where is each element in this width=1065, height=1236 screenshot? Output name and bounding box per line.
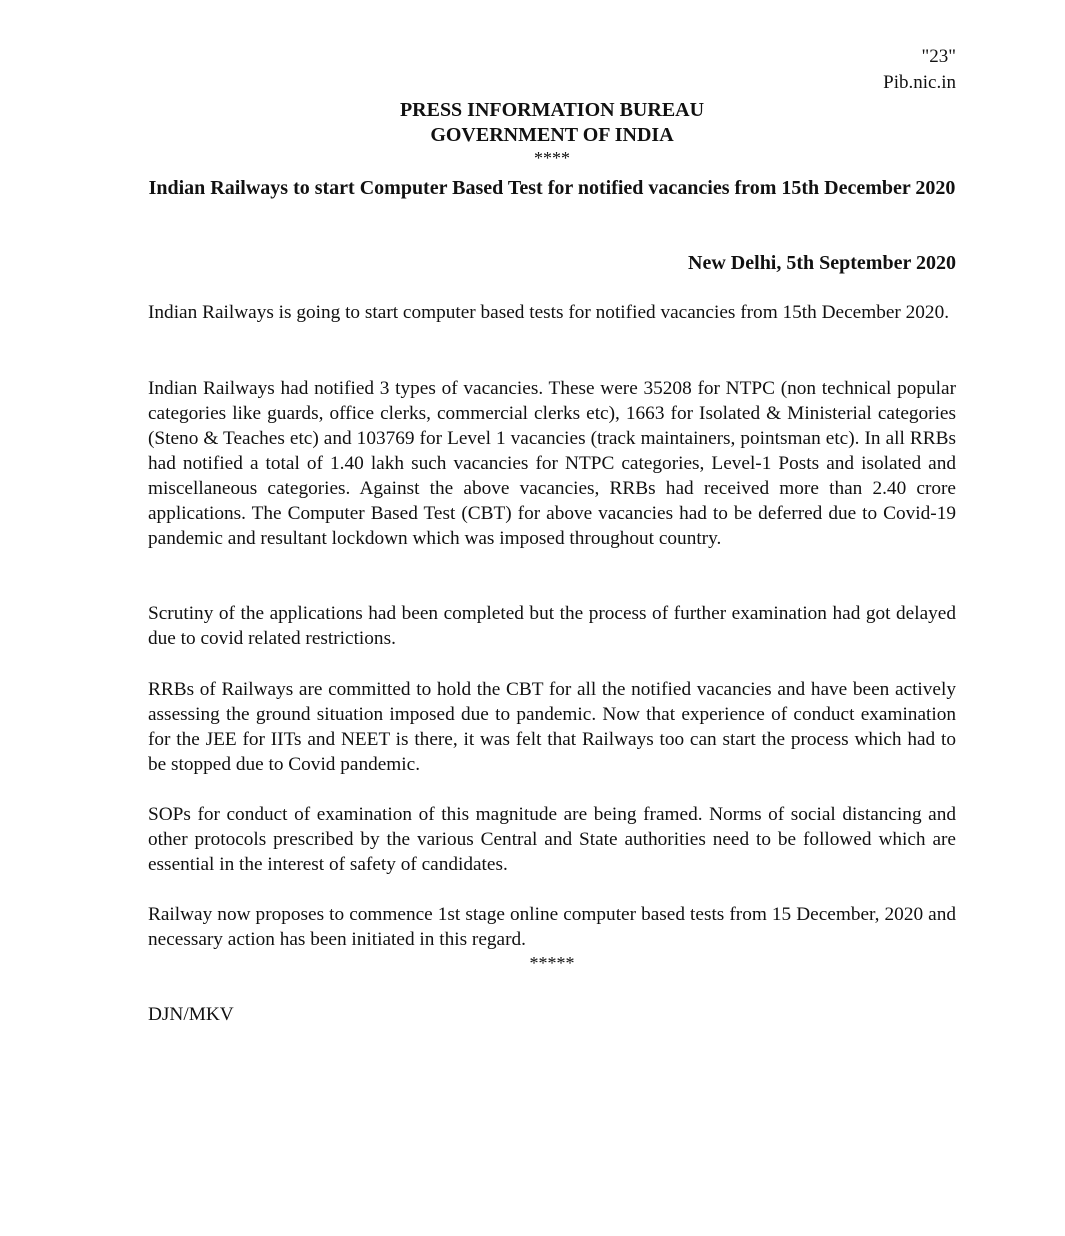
body-paragraph-6: Railway now proposes to commence 1st stage online computer based tests from 15 December, 2020 and necessary action has been initiated in this regard. xyxy=(148,904,956,950)
title-separator: **** xyxy=(534,148,570,168)
organization-line-1: PRESS INFORMATION BUREAU xyxy=(399,99,705,121)
body-paragraph-1: Indian Railways is going to start computer based tests for notified vacancies from 15th December 2020. xyxy=(148,302,950,323)
body-paragraph-4: RRBs of Railways are committed to hold the CBT for all the notified vacancies and have been actively assessing the ground situation imposed due to pandemic. Now that experience of conduct examination for the JEE for IITs and NEET is there, it was felt that Railways too can start the process which had to be stopped due to Covid pandemic. xyxy=(148,679,956,775)
site-url: Pib.nic.in xyxy=(883,72,956,93)
press-release-headline: Indian Railways to start Computer Based Test for notified vacancies from 15th December 2020 xyxy=(148,177,956,199)
page-number: "23" xyxy=(921,46,956,67)
issuing-organization xyxy=(148,98,956,148)
body-paragraph-3: Scrutiny of the applications had been completed but the process of further examination had got delayed due to covid related restrictions. xyxy=(148,603,956,649)
body-paragraph-2: Indian Railways had notified 3 types of vacancies. These were 35208 for NTPC (non technical popular categories like guards, office clerks, commercial clerks etc), 1663 for Isolated & Ministerial categories (Steno & Teaches etc) and 103769 for Level 1 vacancies (track maintainers, pointsman etc). In all RRBs had notified a total of 1.40 lakh such vacancies for NTPC categories, Level-1 Posts and isolated and miscellaneous categories. Against the above vacancies, RRBs had received more than 2.40 crore applications. The Computer Based Test (CBT) for above vacancies had to be deferred due to Covid-19 pandemic and resultant lockdown which was imposed throughout country. xyxy=(148,378,956,549)
organization-line-2: GOVERNMENT OF INDIA xyxy=(430,124,674,146)
reference-initials: DJN/MKV xyxy=(148,1004,234,1025)
body-paragraph-5: SOPs for conduct of examination of this magnitude are being framed. Norms of social distancing and other protocols prescribed by the various Central and State authorities need to be followed which are essential in the interest of safety of candidates. xyxy=(148,804,956,875)
end-separator: ***** xyxy=(529,953,575,973)
dateline: New Delhi, 5th September 2020 xyxy=(688,252,956,274)
